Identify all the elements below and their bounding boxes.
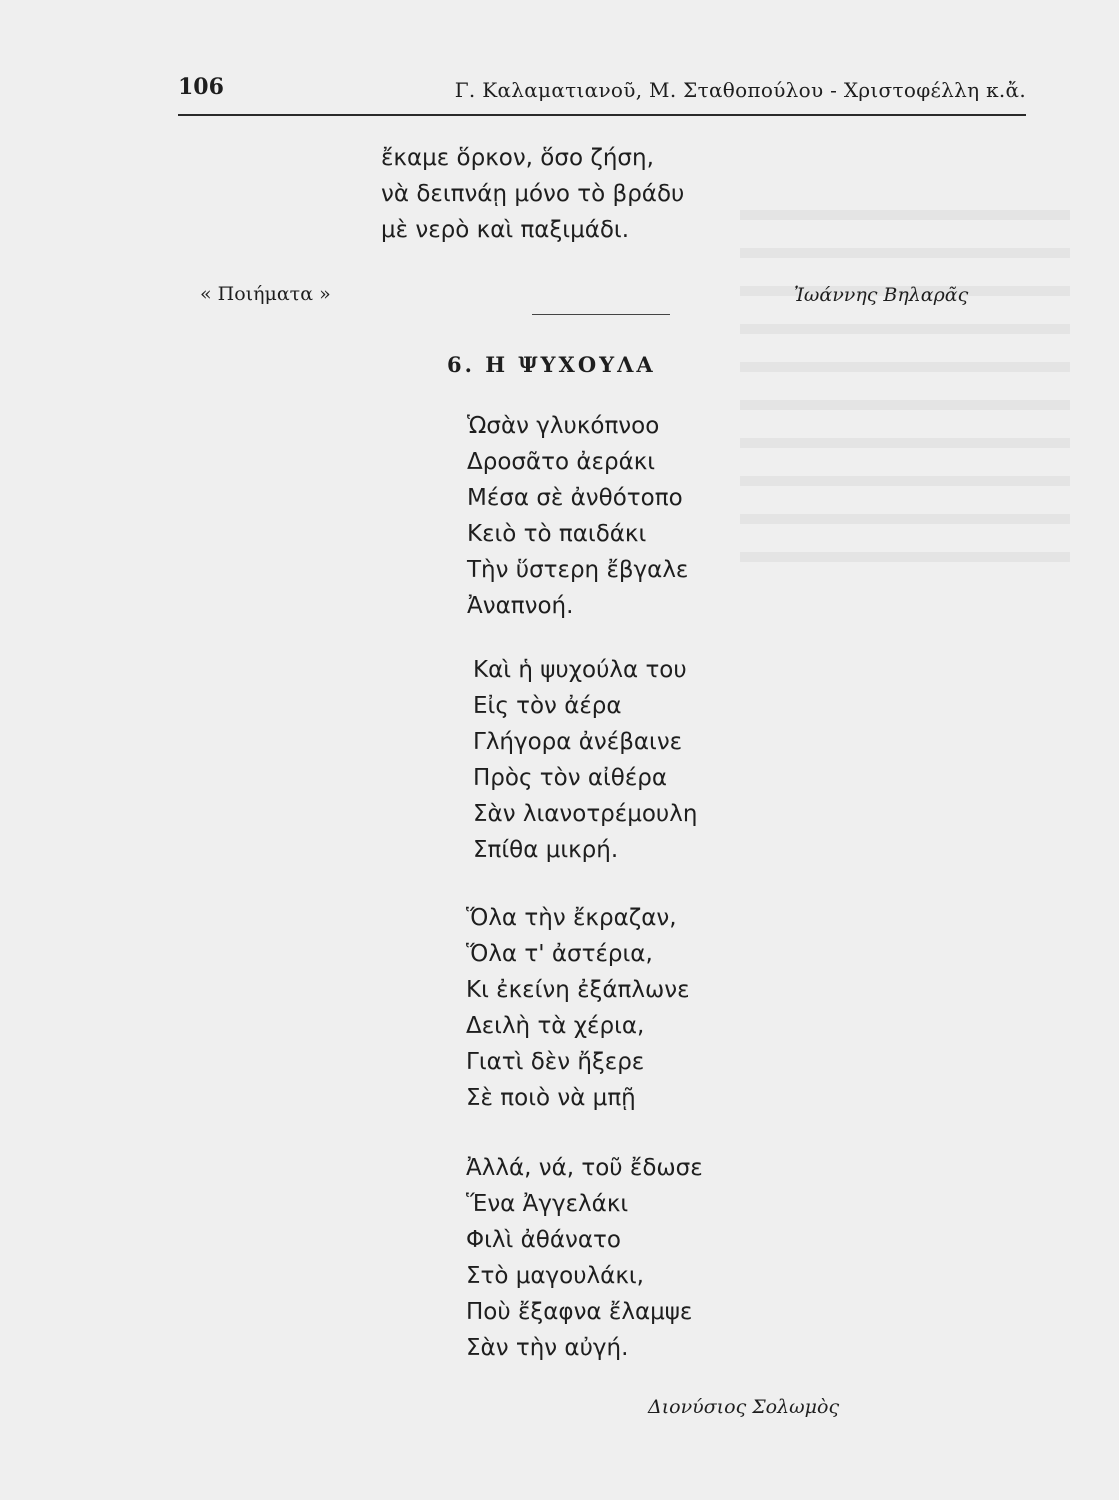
source-citation: « Ποιήματα » [200,283,331,305]
verse-line: Σὰν λιανοτρέμουλη [473,801,698,827]
poem-title: 6. Η ΨΥΧΟΥΛΑ [447,352,656,377]
verse-line: Σὲ ποιὸ νὰ μπῇ [466,1085,636,1111]
verse-line: Ἕνα Ἀγγελάκι [466,1191,629,1217]
verse-line: μὲ νερὸ καὶ παξιμάδι. [381,217,630,243]
stanza-3 [466,900,690,1116]
verse-line: Γιατὶ δὲν ἤξερε [466,1049,645,1075]
poem-author: Διονύσιος Σολωμὸς [648,1396,840,1418]
verse-line: Σπίθα μικρή. [473,837,619,863]
verse-line: Τὴν ὕστερη ἔβγαλε [467,557,689,583]
verse-line: Κι ἐκείνη ἐξάπλωνε [466,977,690,1003]
verse-line: Ὅλα τ' ἀστέρια, [466,941,653,967]
stanza-4 [466,1150,703,1366]
verse-line: Ὅλα τὴν ἔκραζαν, [466,905,677,931]
page-number: 106 [178,74,224,100]
verse-line: Φιλὶ ἀθάνατο [466,1227,621,1253]
stanza-1 [467,408,688,624]
verse-line: Ἀναπνοή. [467,593,574,619]
verse-line: Στὸ μαγουλάκι, [466,1263,644,1289]
show-through-texture [740,150,1070,1250]
verse-line: Δειλὴ τὰ χέρια, [466,1013,645,1039]
stanza-2 [473,652,697,868]
header-rule [178,114,1026,116]
previous-poem-author: Ἰωάννης Βηλαρᾶς [794,284,969,306]
verse-line: Ἀλλά, νά, τοῦ ἔδωσε [466,1155,703,1181]
verse-line: ἔκαμε ὅρκον, ὅσο ζήση, [381,145,654,171]
verse-line: νὰ δειπνάῃ μόνο τὸ βράδυ [381,181,685,207]
previous-poem-ending [381,140,684,248]
verse-line: Γλήγορα ἀνέβαινε [473,729,683,755]
verse-line: Καὶ ἡ ψυχούλα του [473,657,687,683]
page-header [178,74,1026,110]
verse-line: Σὰν τὴν αὐγή. [466,1335,629,1361]
running-title: Γ. Καλαματιανοῦ, Μ. Σταθοπούλου - Χριστοφέλλη κ.ἄ. [454,78,1026,102]
verse-line: Πρὸς τὸν αἰθέρα [473,765,668,791]
verse-line: Ποὺ ἔξαφνα ἔλαμψε [466,1299,693,1325]
verse-line: Δροσᾶτο ἀεράκι [467,449,656,475]
verse-line: Μέσα σὲ ἀνθότοπο [467,485,683,511]
verse-line: Κειὸ τὸ παιδάκι [467,521,647,547]
section-divider [532,314,670,315]
verse-line: Εἰς τὸν ἀέρα [473,693,622,719]
verse-line: Ὡσὰν γλυκόπνοο [467,413,660,439]
